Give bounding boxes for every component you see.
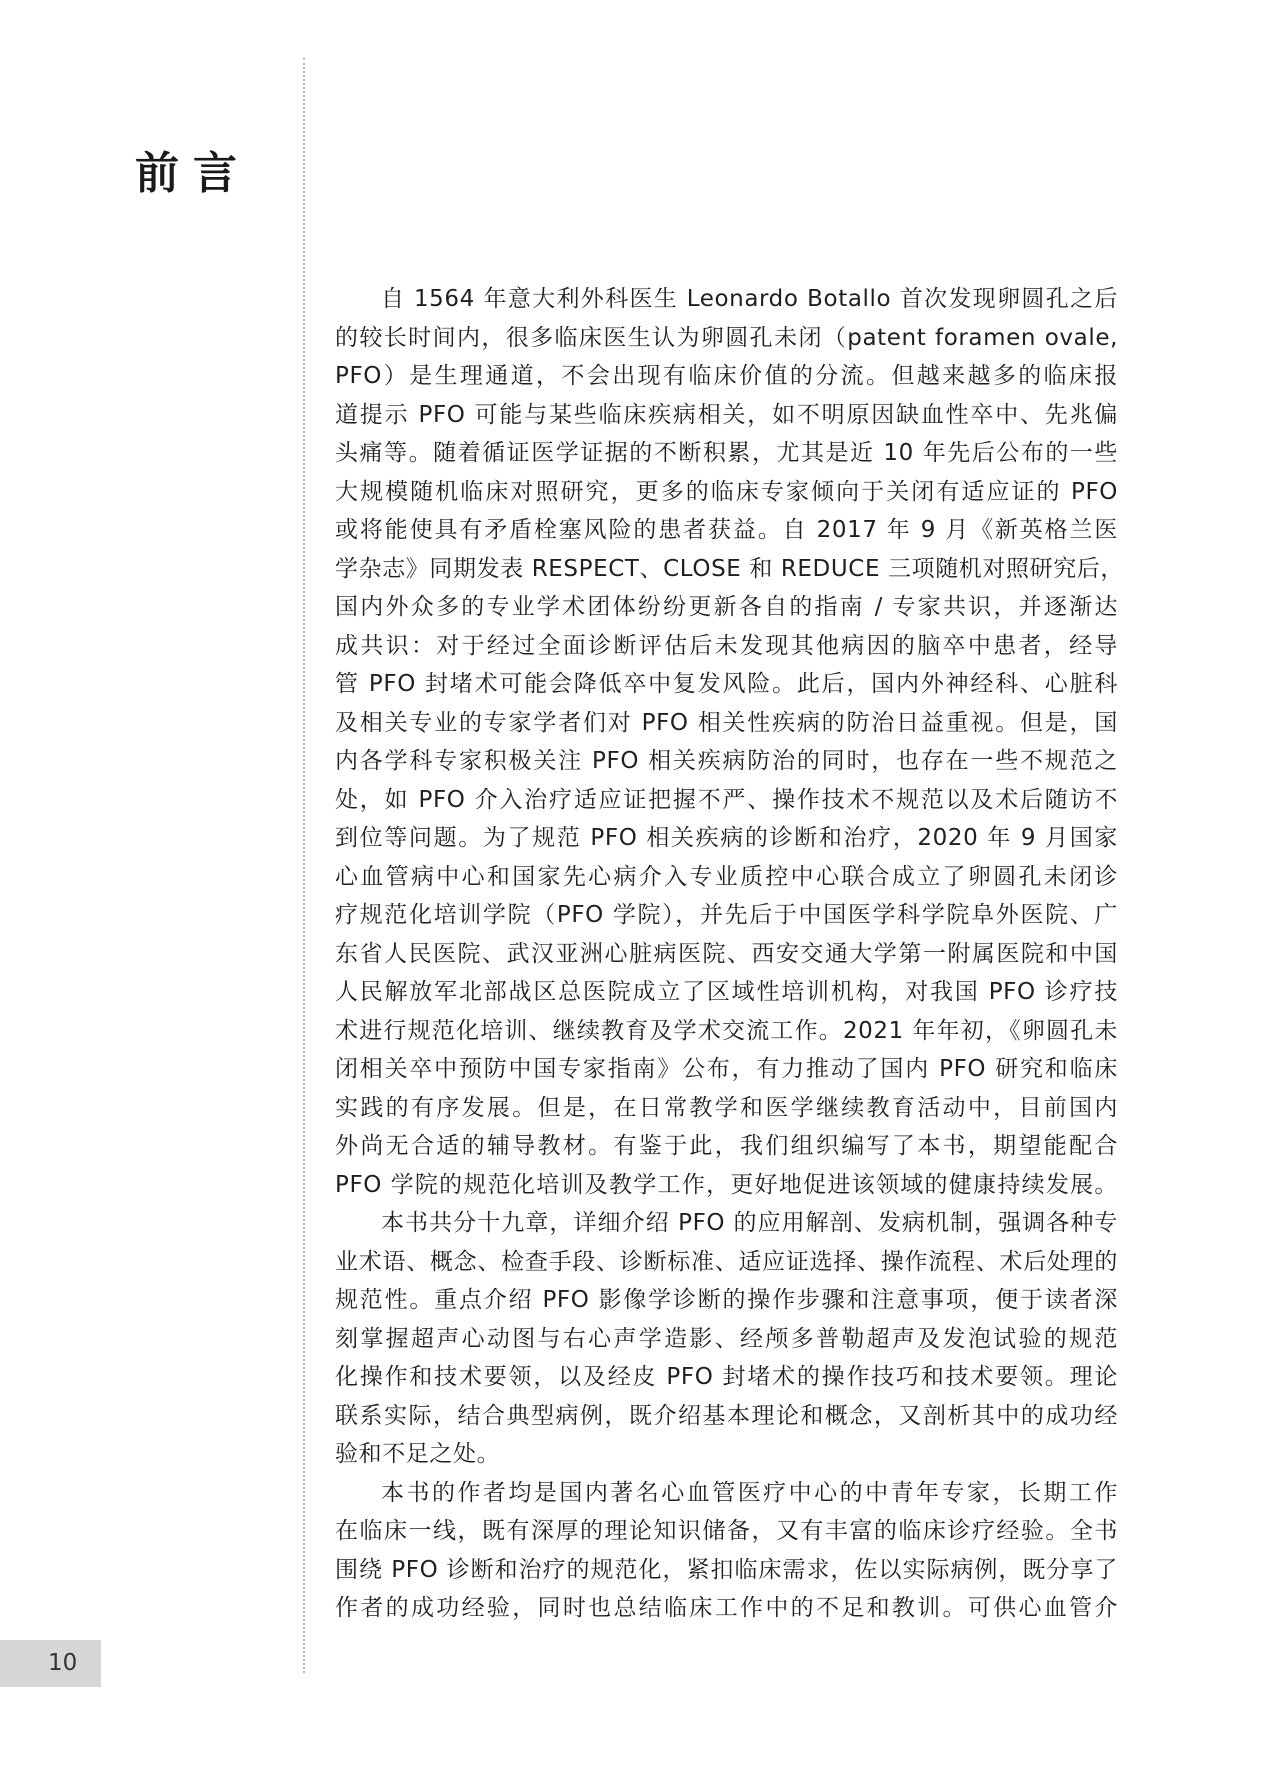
- page-number-box: [0, 1640, 101, 1687]
- text-line: 及相关专业的专家学者们对 PFO 相关性疾病的防治日益重视。但是，国: [335, 709, 1118, 736]
- text-line: 自 1564 年意大利外科医生 Leonardo Botallo 首次发现卵圆孔之后: [381, 286, 1118, 312]
- text-line: 刻掌握超声心动图与右心声学造影、经颅多普勒超声及发泡试验的规范: [335, 1325, 1118, 1352]
- page-number: 10: [48, 1650, 78, 1676]
- vertical-divider: [303, 58, 305, 1673]
- text-line: 业术语、概念、检查手段、诊断标准、适应证选择、操作流程、术后处理的: [335, 1248, 1118, 1275]
- text-line: 内各学科专家积极关注 PFO 相关疾病防治的同时，也存在一些不规范之: [335, 748, 1118, 774]
- text-line: 术进行规范化培训、继续教育及学术交流工作。2021 年年初，《卵圆孔未: [335, 1017, 1118, 1044]
- text-line: 或将能使具有矛盾栓塞风险的患者获益。自 2017 年 9 月《新英格兰医: [335, 517, 1118, 543]
- text-line: 成共识：对于经过全面诊断评估后未发现其他病因的脑卒中患者，经导: [335, 632, 1118, 659]
- text-line: 处，如 PFO 介入治疗适应证把握不严、操作技术不规范以及术后随访不: [335, 786, 1118, 813]
- text-line: 联系实际，结合典型病例，既介绍基本理论和概念，又剖析其中的成功经: [335, 1402, 1118, 1429]
- text-line: 的较长时间内，很多临床医生认为卵圆孔未闭（patent foramen ovale,: [335, 324, 1118, 351]
- text-line: 管 PFO 封堵术可能会降低卒中复发风险。此后，国内外神经科、心脏科: [335, 671, 1118, 697]
- page-heading: 前言: [135, 148, 251, 199]
- text-line: PFO 学院的规范化培训及教学工作，更好地促进该领域的健康持续发展。: [335, 1171, 1118, 1198]
- text-line: 在临床一线，既有深厚的理论知识储备，又有丰富的临床诊疗经验。全书: [335, 1518, 1118, 1544]
- text-line: 闭相关卒中预防中国专家指南》公布，有力推动了国内 PFO 研究和临床: [335, 1056, 1118, 1082]
- body-text: [335, 280, 1125, 1628]
- text-line: PFO）是生理通道，不会出现有临床价值的分流。但越来越多的临床报: [335, 363, 1118, 389]
- text-line: 实践的有序发展。但是，在日常教学和医学继续教育活动中，目前国内: [335, 1094, 1118, 1121]
- text-line: 作者的成功经验，同时也总结临床工作中的不足和教训。可供心血管介: [335, 1595, 1118, 1621]
- text-line: 道提示 PFO 可能与某些临床疾病相关，如不明原因缺血性卒中、先兆偏: [335, 401, 1118, 428]
- text-line: 东省人民医院、武汉亚洲心脏病医院、西安交通大学第一附属医院和中国: [335, 940, 1118, 967]
- text-line: 国内外众多的专业学术团体纷纷更新各自的指南 / 专家共识，并逐渐达: [335, 594, 1118, 620]
- text-line: 疗规范化培训学院（PFO 学院），并先后于中国医学科学院阜外医院、广: [335, 902, 1118, 928]
- text-line: 化操作和技术要领，以及经皮 PFO 封堵术的操作技巧和技术要领。理论: [335, 1364, 1118, 1390]
- text-line: 本书的作者均是国内著名心血管医疗中心的中青年专家，长期工作: [381, 1479, 1118, 1506]
- text-line: 到位等问题。为了规范 PFO 相关疾病的诊断和治疗，2020 年 9 月国家: [335, 825, 1118, 851]
- text-line: 本书共分十九章，详细介绍 PFO 的应用解剖、发病机制，强调各种专: [381, 1210, 1118, 1236]
- text-line: 规范性。重点介绍 PFO 影像学诊断的操作步骤和注意事项，便于读者深: [335, 1287, 1118, 1313]
- text-line: 大规模随机临床对照研究，更多的临床专家倾向于关闭有适应证的 PFO: [335, 478, 1118, 505]
- paragraph-1: [335, 280, 1125, 1204]
- text-line: 人民解放军北部战区总医院成立了区域性培训机构，对我国 PFO 诊疗技: [335, 979, 1118, 1005]
- text-line: 学杂志》同期发表 RESPECT、CLOSE 和 REDUCE 三项随机对照研究后，: [335, 555, 1125, 582]
- text-line: 头痛等。随着循证医学证据的不断积累，尤其是近 10 年先后公布的一些: [335, 440, 1118, 466]
- paragraph-3: [335, 1474, 1118, 1628]
- paragraph-2: [335, 1204, 1118, 1474]
- text-line: 外尚无合适的辅导教材。有鉴于此，我们组织编写了本书，期望能配合: [335, 1133, 1118, 1159]
- text-line: 验和不足之处。: [335, 1441, 501, 1467]
- text-line: 围绕 PFO 诊断和治疗的规范化，紧扣临床需求，佐以实际病例，既分享了: [335, 1556, 1118, 1583]
- text-line: 心血管病中心和国家先心病介入专业质控中心联合成立了卵圆孔未闭诊: [335, 863, 1118, 890]
